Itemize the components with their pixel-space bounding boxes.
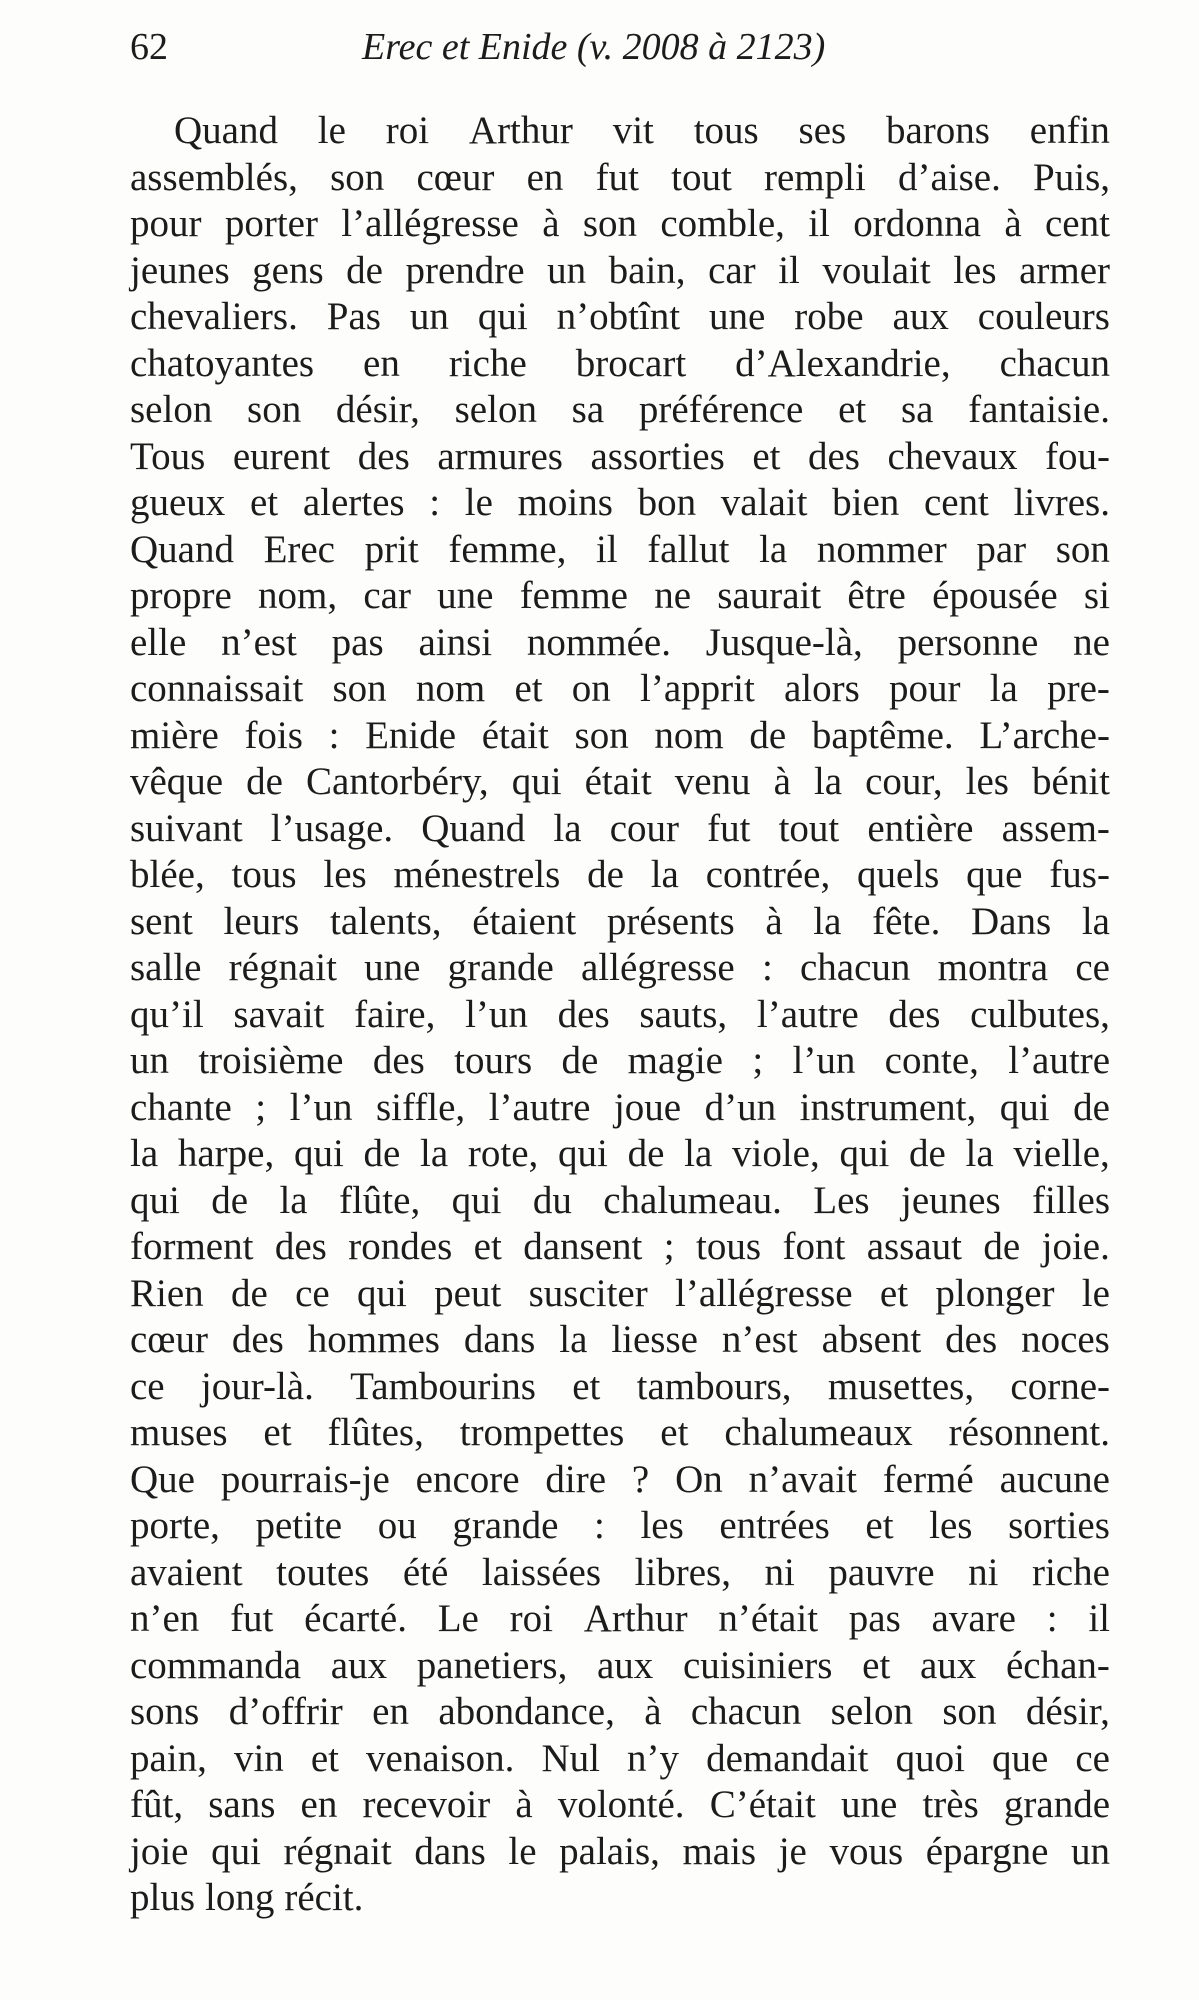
text-line: chatoyantes en riche brocart d’Alexandrie, chacun xyxy=(130,341,1110,385)
text-line: assemblés, son cœur en fut tout rempli d’aise. Puis, xyxy=(130,155,1110,199)
text-line: Que pourrais-je encore dire ? On n’avait fermé aucune xyxy=(130,1457,1110,1501)
page-header xyxy=(130,22,1075,72)
text-line: selon son désir, selon sa préférence et sa fantaisie. xyxy=(130,388,1110,431)
text-line: un troisième des tours de magie ; l’un conte, l’autre xyxy=(130,1039,1110,1082)
text-line: n’en fut écarté. Le roi Arthur n’était pas avare : il xyxy=(130,1597,1110,1640)
text-line: avaient toutes été laissées libres, ni pauvre ni riche xyxy=(130,1550,1110,1594)
text-line: propre nom, car une femme ne saurait être épousée si xyxy=(130,574,1110,617)
text-line: fût, sans en recevoir à volonté. C’était une très grande xyxy=(130,1783,1110,1826)
text-line: chevaliers. Pas un qui n’obtînt une robe aux couleurs xyxy=(130,295,1110,338)
text-line: salle régnait une grande allégresse : chacun montra ce xyxy=(130,946,1110,989)
text-line: la harpe, qui de la rote, qui de la viole, qui de la vielle, xyxy=(130,1132,1110,1175)
text-line: Quand Erec prit femme, il fallut la nommer par son xyxy=(130,527,1110,571)
text-line: pour porter l’allégresse à son comble, il ordonna à cent xyxy=(130,202,1110,245)
text-line: gueux et alertes : le moins bon valait bien cent livres. xyxy=(130,481,1110,524)
text-line: porte, petite ou grande : les entrées et les sorties xyxy=(130,1504,1110,1547)
text-line: qu’il savait faire, l’un des sauts, l’autre des culbutes, xyxy=(130,992,1110,1036)
text-line: elle n’est pas ainsi nommée. Jusque-là, personne ne xyxy=(130,620,1110,664)
text-line: chante ; l’un siffle, l’autre joue d’un instrument, qui de xyxy=(130,1085,1110,1129)
text-line: plus long récit. xyxy=(130,1876,364,1919)
text-line: commanda aux panetiers, aux cuisiniers et aux échan- xyxy=(130,1643,1110,1687)
text-line: mière fois : Enide était son nom de baptême. L’arche- xyxy=(130,713,1110,757)
body-paragraph xyxy=(130,108,1110,1922)
text-line: Quand le roi Arthur vit tous ses barons enfin xyxy=(174,109,1110,152)
text-line: vêque de Cantorbéry, qui était venu à la cour, les bénit xyxy=(130,760,1110,803)
text-line: ce jour-là. Tambourins et tambours, musettes, corne- xyxy=(130,1364,1110,1408)
text-line: sons d’offrir en abondance, à chacun selon son désir, xyxy=(130,1690,1110,1733)
text-line: cœur des hommes dans la liesse n’est absent des noces xyxy=(130,1318,1110,1361)
text-line: jeunes gens de prendre un bain, car il voulait les armer xyxy=(130,248,1110,292)
text-line: qui de la flûte, qui du chalumeau. Les jeunes filles xyxy=(130,1178,1110,1222)
text-line: sent leurs talents, étaient présents à la fête. Dans la xyxy=(130,899,1110,943)
running-title: Erec et Enide (v. 2008 à 2123) xyxy=(362,26,826,68)
page-number: 62 xyxy=(130,26,168,68)
text-line: Tous eurent des armures assorties et des chevaux fou- xyxy=(130,434,1110,478)
text-line: suivant l’usage. Quand la cour fut tout entière assem- xyxy=(130,806,1110,850)
text-line: blée, tous les ménestrels de la contrée, quels que fus- xyxy=(130,853,1110,896)
text-line: forment des rondes et dansent ; tous font assaut de joie. xyxy=(130,1225,1110,1268)
text-line: pain, vin et venaison. Nul n’y demandait quoi que ce xyxy=(130,1736,1110,1780)
text-line: connaissait son nom et on l’apprit alors pour la pre- xyxy=(130,667,1110,710)
text-line: muses et flûtes, trompettes et chalumeaux résonnent. xyxy=(130,1411,1110,1454)
text-line: Rien de ce qui peut susciter l’allégresse et plonger le xyxy=(130,1271,1110,1315)
text-line: joie qui régnait dans le palais, mais je vous épargne un xyxy=(130,1829,1110,1873)
